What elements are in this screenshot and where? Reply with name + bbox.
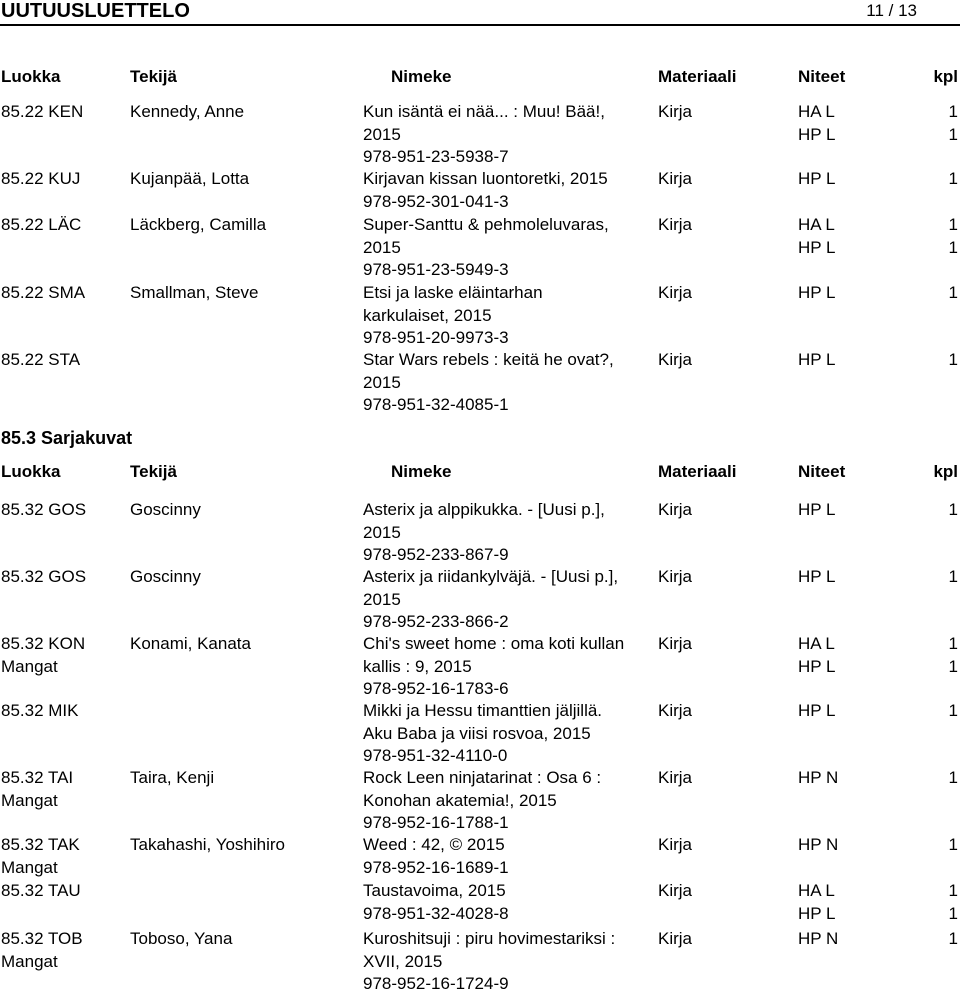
page-number: 11 / 13 [866,1,917,20]
cell-niteet: HP N [798,768,839,787]
cell-tekija: Läckberg, Camilla [130,215,267,234]
cell-luokka: 85.22 KUJ [1,169,81,188]
cell-nimeke: Kuroshitsuji : piru hovimestariksi : [363,929,616,948]
cell-nimeke: Taustavoima, 2015 [363,881,506,900]
cell-niteet: HP L [798,701,836,720]
cell-materiaali: Kirja [658,350,693,369]
cell-luokka: 85.32 GOS [1,500,87,519]
cell-nimeke: Rock Leen ninjatarinat : Osa 6 : [363,768,602,787]
cell-nimeke: Mikki ja Hessu timanttien jäljillä. [363,701,603,720]
cell-niteet: HP L [798,350,836,369]
cell-nimeke: 978-952-301-041-3 [363,191,509,211]
column-header-1 [0,67,960,89]
header-rule [0,24,960,26]
cell-materiaali: Kirja [658,567,693,586]
cell-nimeke: 2015 [363,522,401,542]
col-luokka: Luokka [1,67,61,86]
col-nimeke: Nimeke [391,67,452,86]
cell-niteet: HA L [798,102,835,121]
cell-niteet: HP L [798,124,836,144]
cell-niteet: HA L [798,634,835,653]
cell-nimeke: Weed : 42, © 2015 [363,835,505,854]
cell-luokka: 85.32 TOB [1,929,83,948]
cell-kpl: 1 [948,500,958,519]
cell-nimeke: 2015 [363,589,401,609]
cell-luokka: 85.32 KON [1,634,86,653]
document-title: UUTUUSLUETTELO [1,0,190,22]
cell-niteet: HP N [798,929,839,948]
cell-nimeke: Asterix ja alppikukka. - [Uusi p.], [363,500,605,519]
cell-tekija: Takahashi, Yoshihiro [130,835,286,854]
col-tekija: Tekijä [130,462,177,481]
cell-niteet: HA L [798,881,835,900]
cell-tekija: Konami, Kanata [130,634,251,653]
cell-tekija: Goscinny [130,567,201,586]
cell-tekija: Kennedy, Anne [130,102,245,121]
col-luokka: Luokka [1,462,61,481]
cell-nimeke: Asterix ja riidankylväjä. - [Uusi p.], [363,567,619,586]
cell-niteet: HP L [798,500,836,519]
cell-kpl: 1 [948,881,958,900]
cell-nimeke: karkulaiset, 2015 [363,305,492,325]
cell-kpl: 1 [948,283,958,302]
cell-luokka: 85.32 TAU [1,881,81,900]
cell-nimeke: Kirjavan kissan luontoretki, 2015 [363,169,608,188]
cell-luokka: 85.32 TAI [1,768,74,787]
cell-luokka: Mangat [1,951,58,971]
cell-luokka: 85.32 MIK [1,701,79,720]
cell-nimeke: 978-951-32-4110-0 [363,746,508,766]
cell-luokka: Mangat [1,790,58,810]
cell-tekija: Smallman, Steve [130,283,259,302]
cell-nimeke: 978-952-16-1783-6 [363,679,509,699]
col-kpl: kpl [933,462,958,481]
cell-luokka: 85.32 GOS [1,567,87,586]
cell-kpl: 1 [948,634,958,653]
cell-nimeke: 978-951-32-4028-8 [363,903,509,923]
cell-nimeke: Super-Santtu & pehmoleluvaras, [363,215,609,234]
cell-kpl: 1 [948,124,958,144]
cell-nimeke: 978-951-20-9973-3 [363,328,509,348]
cell-niteet: HP N [798,835,839,854]
cell-niteet: HP L [798,283,836,302]
cell-nimeke: 978-952-16-1724-9 [363,974,509,994]
col-niteet: Niteet [798,462,846,481]
cell-nimeke: Chi's sweet home : oma koti kullan [363,634,625,653]
cell-kpl: 1 [948,169,958,188]
cell-materiaali: Kirja [658,634,693,653]
cell-luokka: 85.32 TAK [1,835,80,854]
cell-nimeke: Konohan akatemia!, 2015 [363,790,557,810]
cell-nimeke: 978-951-32-4085-1 [363,395,509,415]
cell-nimeke: 978-952-233-866-2 [363,612,509,632]
cell-niteet: HP L [798,169,836,188]
cell-kpl: 1 [948,701,958,720]
cell-nimeke: 2015 [363,124,401,144]
cell-niteet: HP L [798,567,836,586]
cell-kpl: 1 [948,835,958,854]
cell-kpl: 1 [948,237,958,257]
section-title-sarjakuvat: 85.3 Sarjakuvat [1,428,133,448]
cell-kpl: 1 [948,567,958,586]
cell-nimeke: 978-952-233-867-9 [363,545,509,565]
cell-nimeke: 978-951-23-5949-3 [363,260,509,280]
cell-kpl: 1 [948,215,958,234]
cell-tekija: Kujanpää, Lotta [130,169,250,188]
cell-luokka: 85.22 LÄC [1,215,82,234]
col-materiaali: Materiaali [658,67,737,86]
cell-luokka: Mangat [1,656,58,676]
cell-nimeke: Aku Baba ja viisi rosvoa, 2015 [363,723,591,743]
col-kpl: kpl [933,67,958,86]
cell-materiaali: Kirja [658,768,693,787]
cell-luokka: 85.22 STA [1,350,81,369]
cell-niteet: HP L [798,656,836,676]
column-header-2 [0,462,960,484]
cell-nimeke: Kun isäntä ei nää... : Muu! Bää!, [363,102,605,121]
page-header [0,0,960,24]
col-materiaali: Materiaali [658,462,737,481]
cell-niteet: HA L [798,215,835,234]
cell-nimeke: XVII, 2015 [363,951,443,971]
cell-materiaali: Kirja [658,881,693,900]
cell-nimeke: 978-951-23-5938-7 [363,147,509,167]
cell-luokka: 85.22 KEN [1,102,84,121]
cell-materiaali: Kirja [658,283,693,302]
cell-kpl: 1 [948,768,958,787]
cell-materiaali: Kirja [658,215,693,234]
cell-niteet: HP L [798,903,836,923]
cell-kpl: 1 [948,350,958,369]
cell-kpl: 1 [948,102,958,121]
cell-niteet: HP L [798,237,836,257]
cell-kpl: 1 [948,903,958,923]
cell-materiaali: Kirja [658,701,693,720]
cell-materiaali: Kirja [658,835,693,854]
cell-nimeke: Etsi ja laske eläintarhan [363,283,543,302]
cell-materiaali: Kirja [658,169,693,188]
cell-nimeke: 978-952-16-1788-1 [363,813,509,833]
cell-kpl: 1 [948,929,958,948]
cell-materiaali: Kirja [658,102,693,121]
cell-nimeke: 978-952-16-1689-1 [363,857,509,877]
cell-tekija: Toboso, Yana [130,929,233,948]
col-tekija: Tekijä [130,67,177,86]
cell-nimeke: 2015 [363,237,401,257]
cell-nimeke: kallis : 9, 2015 [363,656,472,676]
col-nimeke: Nimeke [391,462,452,481]
cell-tekija: Goscinny [130,500,201,519]
cell-luokka: 85.22 SMA [1,283,86,302]
cell-materiaali: Kirja [658,929,693,948]
cell-tekija: Taira, Kenji [130,768,215,787]
cell-materiaali: Kirja [658,500,693,519]
cell-nimeke: Star Wars rebels : keitä he ovat?, [363,350,614,369]
col-niteet: Niteet [798,67,846,86]
cell-kpl: 1 [948,656,958,676]
cell-nimeke: 2015 [363,372,401,392]
cell-luokka: Mangat [1,857,58,877]
